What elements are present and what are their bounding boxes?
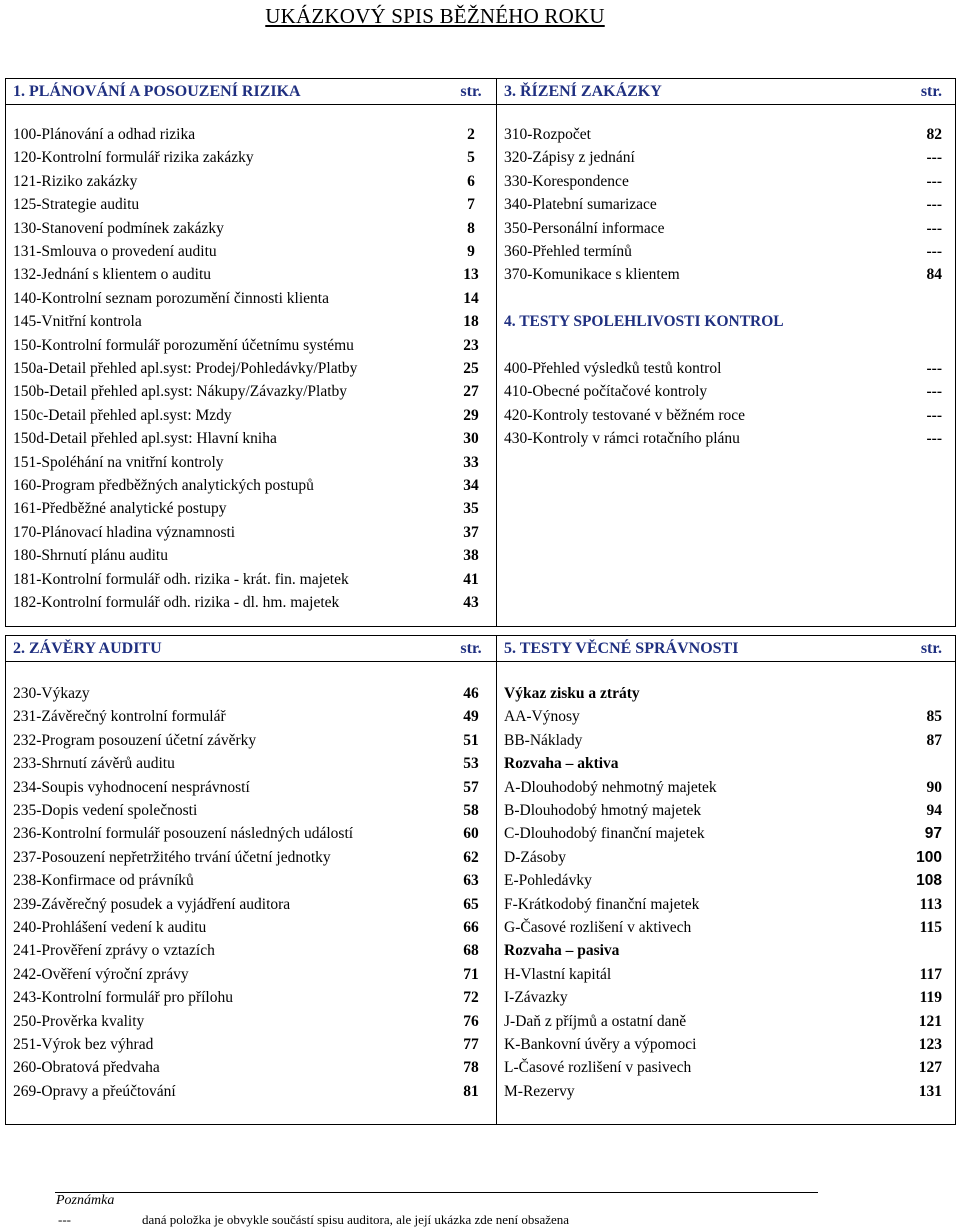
item-label: F-Krátkodobý finanční majetek xyxy=(504,895,700,913)
table-row xyxy=(6,822,955,845)
footnote-key: --- xyxy=(58,1212,71,1227)
table-row xyxy=(6,427,955,450)
item-page: 63 xyxy=(463,872,479,890)
table-row xyxy=(6,568,955,591)
item-label: 132-Jednání s klientem o auditu xyxy=(13,266,212,284)
item-page: 35 xyxy=(463,500,479,518)
item-page: 127 xyxy=(918,1059,942,1077)
item-page xyxy=(906,568,946,591)
table-row xyxy=(6,334,955,357)
item-label: 131-Smlouva o provedení auditu xyxy=(13,243,217,260)
item-page xyxy=(906,544,946,567)
item-label: 310-Rozpočet xyxy=(504,126,591,143)
item-label: 120-Kontrolní formulář rizika zakázky xyxy=(13,149,254,167)
item-label: 242-Ověření výroční zprávy xyxy=(13,965,189,983)
item-page: 108 xyxy=(916,872,942,890)
item-page: 84 xyxy=(926,266,942,284)
page-column-header: str. xyxy=(460,640,482,657)
page-column-header: str. xyxy=(920,640,942,657)
item-page xyxy=(906,334,946,357)
item-label: 145-Vnitřní kontrola xyxy=(13,313,142,331)
item-page: 37 xyxy=(463,523,479,541)
item-label: 340-Platební sumarizace xyxy=(504,196,657,214)
item-page: 27 xyxy=(463,383,479,401)
item-label: 121-Riziko zakázky xyxy=(13,172,138,190)
item-label: BB-Náklady xyxy=(504,731,583,749)
table-row xyxy=(6,193,955,216)
table-row xyxy=(6,217,955,240)
item-label: M-Rezervy xyxy=(504,1082,575,1100)
item-label: 182-Kontrolní formulář odh. rizika - dl. hm. majetek xyxy=(13,594,340,611)
item-page: 30 xyxy=(463,430,479,448)
item-label: 150c-Detail přehled apl.syst: Mzdy xyxy=(13,406,232,424)
table-row xyxy=(6,240,955,263)
item-page: 121 xyxy=(918,1012,942,1030)
table-row xyxy=(6,893,955,916)
item-label: D-Zásoby xyxy=(504,848,566,866)
table-row xyxy=(6,729,955,752)
item-page: 41 xyxy=(463,570,479,588)
item-label: Výkaz zisku a ztráty xyxy=(504,685,640,702)
item-page: 8 xyxy=(467,219,475,237)
item-label: 181-Kontrolní formulář odh. rizika - krát. fin. majetek xyxy=(13,570,349,588)
item-page: 65 xyxy=(463,895,479,913)
item-label: 250-Prověrka kvality xyxy=(13,1012,145,1030)
item-label: 130-Stanovení podmínek zakázky xyxy=(13,219,224,237)
section-header-substantive-tests: 5. TESTY VĚCNÉ SPRÁVNOSTI xyxy=(504,640,739,657)
item-page: 43 xyxy=(463,594,479,611)
section-header-row xyxy=(6,80,955,103)
item-page: 71 xyxy=(463,965,479,983)
item-label: 100-Plánování a odhad rizika xyxy=(13,126,196,143)
table-row xyxy=(6,310,955,333)
item-page: 119 xyxy=(919,989,942,1007)
item-page: --- xyxy=(926,219,942,237)
page-title: UKÁZKOVÝ SPIS BĚŽNÉHO ROKU xyxy=(265,4,605,28)
footnote-title: Poznámka xyxy=(56,1193,115,1208)
conclusions-and-substantive-table xyxy=(5,635,956,1125)
item-page: 115 xyxy=(919,919,942,936)
item-page: 38 xyxy=(463,547,479,565)
item-page: 68 xyxy=(463,942,479,960)
item-label: G-Časové rozlišení v aktivech xyxy=(504,919,692,936)
item-page: 58 xyxy=(463,802,479,819)
table-row xyxy=(6,591,955,614)
item-label: 125-Strategie auditu xyxy=(13,196,140,214)
item-label: B-Dlouhodobý hmotný majetek xyxy=(504,802,702,819)
item-label: 430-Kontroly v rámci rotačního plánu xyxy=(504,430,740,448)
item-page xyxy=(906,752,946,775)
item-label: 320-Zápisy z jednání xyxy=(504,149,635,167)
item-page: 25 xyxy=(463,360,479,377)
item-label: 251-Výrok bez výhrad xyxy=(13,1036,154,1053)
item-label: 160-Program předběžných analytických postupů xyxy=(13,477,314,494)
item-page xyxy=(906,521,946,544)
item-label: 150d-Detail přehled apl.syst: Hlavní kniha xyxy=(13,430,277,448)
item-page: --- xyxy=(926,172,942,190)
item-label: 360-Přehled termínů xyxy=(504,243,632,260)
item-page xyxy=(906,591,946,614)
item-label: 234-Soupis vyhodnocení nesprávností xyxy=(13,778,250,796)
section-header-conclusions: 2. ZÁVĚRY AUDITU xyxy=(13,640,162,657)
page-column-header: str. xyxy=(920,83,942,100)
table-row xyxy=(6,963,955,986)
item-label: C-Dlouhodobý finanční majetek xyxy=(504,825,705,843)
item-page: 57 xyxy=(463,778,479,796)
item-page xyxy=(906,497,946,520)
item-label: 235-Dopis vedení společnosti xyxy=(13,802,198,819)
item-label: K-Bankovní úvěry a výpomoci xyxy=(504,1036,697,1053)
item-page: 53 xyxy=(463,755,479,773)
item-page: 2 xyxy=(467,126,475,143)
item-label: 180-Shrnutí plánu auditu xyxy=(13,547,168,565)
item-page: 18 xyxy=(463,313,479,331)
item-label: Rozvaha – aktiva xyxy=(504,755,619,773)
table-row xyxy=(6,916,955,939)
item-label: 420-Kontroly testované v běžném roce xyxy=(504,406,746,424)
table-row xyxy=(6,474,955,497)
item-page: 7 xyxy=(467,196,475,214)
item-label: 410-Obecné počítačové kontroly xyxy=(504,383,708,401)
item-page: --- xyxy=(926,149,942,167)
item-label: I-Závazky xyxy=(504,989,568,1007)
table-row xyxy=(6,682,955,705)
table-row xyxy=(6,146,955,169)
item-page: 66 xyxy=(463,919,479,936)
item-page: 81 xyxy=(463,1082,479,1100)
item-label: 260-Obratová předvaha xyxy=(13,1059,160,1077)
item-page: 82 xyxy=(926,126,942,143)
footnote-divider xyxy=(55,1192,818,1193)
item-label: 241-Prověření zprávy o vztazích xyxy=(13,942,215,960)
item-page: 90 xyxy=(926,778,942,796)
item-page: 49 xyxy=(463,708,479,726)
item-page: 62 xyxy=(463,848,479,866)
item-page: 97 xyxy=(924,825,942,843)
item-page: --- xyxy=(926,406,942,424)
item-page: 51 xyxy=(463,731,479,749)
item-label: E-Pohledávky xyxy=(504,872,592,890)
item-page: 72 xyxy=(463,989,479,1007)
section-header-engagement: 3. ŘÍZENÍ ZAKÁZKY xyxy=(504,83,662,100)
item-label: A-Dlouhodobý nehmotný majetek xyxy=(504,778,717,796)
item-page: --- xyxy=(926,430,942,448)
planning-and-engagement-table xyxy=(5,78,956,627)
item-page: 14 xyxy=(463,289,479,307)
table-row xyxy=(6,357,955,380)
item-label: 151-Spoléhání na vnitřní kontroly xyxy=(13,453,224,471)
item-page: 113 xyxy=(919,895,942,913)
item-label: 233-Shrnutí závěrů auditu xyxy=(13,755,175,773)
item-page: 9 xyxy=(467,243,475,260)
table-row xyxy=(6,404,955,427)
item-page xyxy=(906,451,946,474)
header-divider xyxy=(6,104,955,105)
table-row xyxy=(6,1080,955,1103)
table-row xyxy=(6,544,955,567)
table-row xyxy=(6,776,955,799)
item-page: 100 xyxy=(916,848,942,866)
item-page xyxy=(906,287,946,310)
table-row xyxy=(6,752,955,775)
item-label: 170-Plánovací hladina významnosti xyxy=(13,523,236,541)
item-label: 243-Kontrolní formulář pro přílohu xyxy=(13,989,233,1007)
table-row xyxy=(6,1056,955,1079)
item-page: 13 xyxy=(463,266,479,284)
item-page: 94 xyxy=(926,802,942,819)
table-row xyxy=(6,380,955,403)
item-label: 350-Personální informace xyxy=(504,219,665,237)
item-label: 4. TESTY SPOLEHLIVOSTI KONTROL xyxy=(504,313,784,331)
table-row xyxy=(6,451,955,474)
item-label: L-Časové rozlišení v pasivech xyxy=(504,1059,692,1077)
item-page: 117 xyxy=(919,965,942,983)
table-row xyxy=(6,705,955,728)
table-row xyxy=(6,287,955,310)
item-label: 370-Komunikace s klientem xyxy=(504,266,680,284)
item-page: 78 xyxy=(463,1059,479,1077)
item-label: 230-Výkazy xyxy=(13,685,90,702)
item-label: 330-Korespondence xyxy=(504,172,629,190)
item-page: 6 xyxy=(467,172,475,190)
item-label: 238-Konfirmace od právníků xyxy=(13,872,194,890)
table-row xyxy=(6,846,955,869)
item-page: 29 xyxy=(463,406,479,424)
item-page: --- xyxy=(926,360,942,377)
item-label: 150-Kontrolní formulář porozumění účetnímu systému xyxy=(13,336,354,354)
table-row xyxy=(6,263,955,286)
item-page xyxy=(906,474,946,497)
item-label: Rozvaha – pasiva xyxy=(504,942,620,960)
item-page: 5 xyxy=(467,149,475,167)
item-page: 85 xyxy=(926,708,942,726)
table-row xyxy=(6,869,955,892)
item-label: 269-Opravy a přeúčtování xyxy=(13,1082,176,1100)
item-label: H-Vlastní kapitál xyxy=(504,965,612,983)
item-page: 131 xyxy=(918,1082,942,1100)
item-label: 231-Závěrečný kontrolní formulář xyxy=(13,708,226,726)
footnote-text: daná položka je obvykle součástí spisu auditora, ale její ukázka zde není obsažena xyxy=(142,1212,570,1227)
table-row xyxy=(6,799,955,822)
item-label: 140-Kontrolní seznam porozumění činnosti klienta xyxy=(13,289,329,307)
item-label: 232-Program posouzení účetní závěrky xyxy=(13,731,257,749)
item-page xyxy=(906,939,946,962)
table-row xyxy=(6,1033,955,1056)
item-label: 161-Předběžné analytické postupy xyxy=(13,500,227,518)
item-page: 23 xyxy=(463,336,479,354)
item-label: 237-Posouzení nepřetržitého trvání účetní jednotky xyxy=(13,848,331,866)
item-label: 150a-Detail přehled apl.syst: Prodej/Pohledávky/Platby xyxy=(13,360,358,377)
item-page: 87 xyxy=(926,731,942,749)
item-page xyxy=(906,310,946,333)
item-label: 150b-Detail přehled apl.syst: Nákupy/Závazky/Platby xyxy=(13,383,348,401)
item-page: 60 xyxy=(463,825,479,843)
table-row xyxy=(6,497,955,520)
item-label: J-Daň z příjmů a ostatní daně xyxy=(504,1012,687,1030)
section-header-planning: 1. PLÁNOVÁNÍ A POSOUZENÍ RIZIKA xyxy=(13,83,301,100)
item-page: 46 xyxy=(463,685,479,702)
table-row xyxy=(6,170,955,193)
section-header-row xyxy=(6,637,955,660)
table-row xyxy=(6,521,955,544)
item-page: --- xyxy=(926,383,942,401)
item-label: 239-Závěrečný posudek a vyjádření auditora xyxy=(13,895,291,913)
item-label: 240-Prohlášení vedení k auditu xyxy=(13,919,207,936)
item-label: 236-Kontrolní formulář posouzení následných událostí xyxy=(13,825,354,843)
item-page: 77 xyxy=(463,1036,479,1053)
item-page xyxy=(906,682,946,705)
item-page: --- xyxy=(926,243,942,260)
item-page: 34 xyxy=(463,477,479,494)
page-column-header: str. xyxy=(460,83,482,100)
item-label: 400-Přehled výsledků testů kontrol xyxy=(504,360,722,377)
table-row xyxy=(6,939,955,962)
item-page: 33 xyxy=(463,453,479,471)
item-page: --- xyxy=(926,196,942,214)
table-row xyxy=(6,123,955,146)
table-row xyxy=(6,1010,955,1033)
item-page: 76 xyxy=(463,1012,479,1030)
table-row xyxy=(6,986,955,1009)
item-label: AA-Výnosy xyxy=(504,708,580,726)
item-page: 123 xyxy=(918,1036,942,1053)
header-divider xyxy=(6,661,955,662)
